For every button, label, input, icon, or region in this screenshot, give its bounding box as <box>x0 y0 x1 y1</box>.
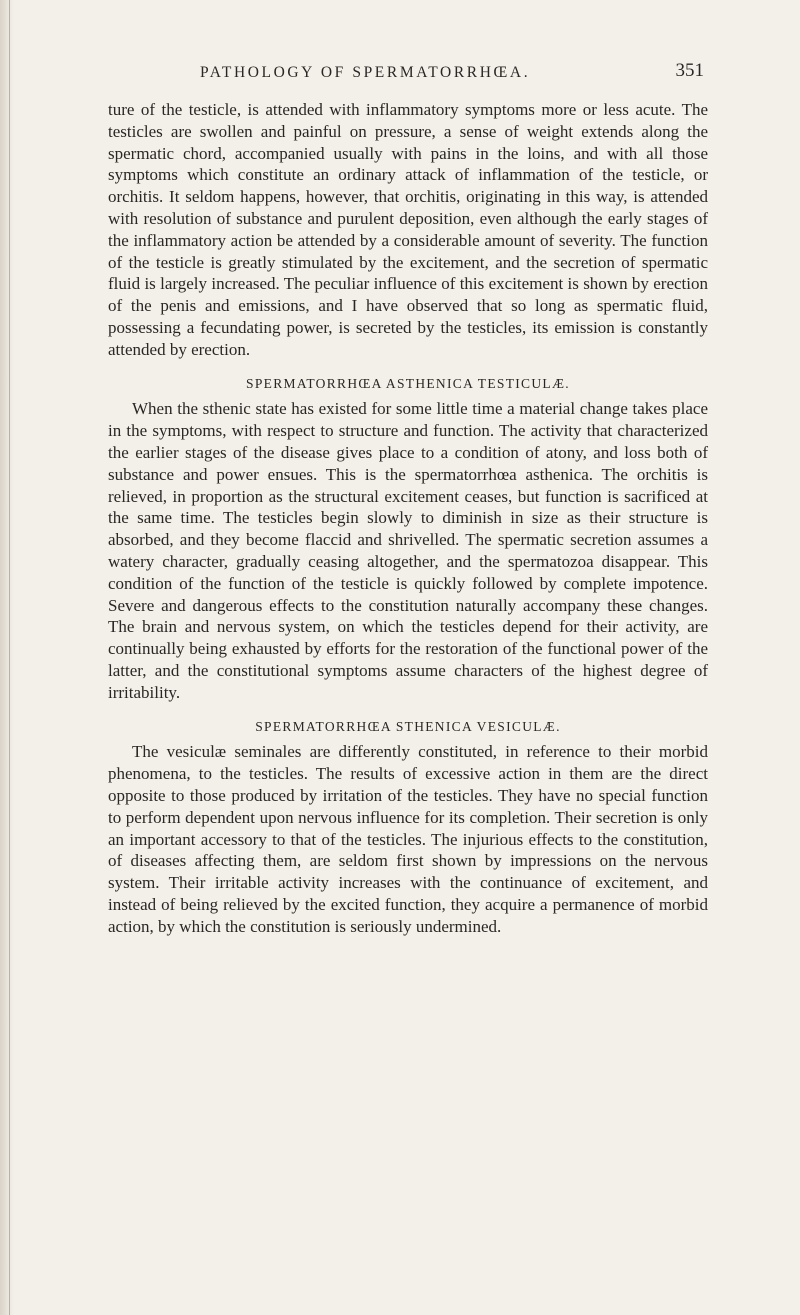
page-number: 351 <box>675 60 704 81</box>
page-body <box>108 99 708 937</box>
page-binding-edge <box>0 0 14 1315</box>
paragraph: The vesiculæ seminales are differently constituted, in reference to their morbid phenomena, to the testicles. The results of excessive action in them are the direct opposite to those produced by irritation of the testicles. They have no special function to perform dependent upon nervous influence for its completion. Their secretion is only an important accessory to that of the testicles. The injurious effects to the constitution, of diseases affecting them, are seldom first shown by impressions on the nervous system. Their irritable activity increases with the continuance of excitement, and instead of being relieved by the excited function, they acquire a permanence of morbid action, by which the constitution is seriously undermined. <box>108 742 708 936</box>
section-heading: SPERMATORRHŒA STHENICA VESICULÆ. <box>255 718 561 734</box>
paragraph: When the sthenic state has existed for some little time a material change takes place in the symptoms, with respect to structure and function. The activity that characterized the earlier stages of the disease gives place to a condition of atony, and loss both of substance and power ensues. This is the spermatorrhœa asthenica. The orchitis is relieved, in proportion as the structural excitement ceases, but function is sacrificed at the same time. The testicles begin slowly to diminish in size as their structure is absorbed, and they become flaccid and shrivelled. The spermatic secretion assumes a watery character, gradually ceasing altogether, and the spermatozoa disappear. This condition of the function of the testicle is quickly followed by complete impotence. Severe and dangerous effects to the constitution naturally accompany these changes. The brain and nervous system, on which the testicles depend for their activity, are continually being exhausted by efforts for the restoration of the functional power of the latter, and the constitutional symptoms assume characters of the highest degree of irritability. <box>108 399 708 702</box>
section-heading: SPERMATORRHŒA ASTHENICA TESTICULÆ. <box>246 375 570 391</box>
page-binding-line <box>9 0 10 1315</box>
paragraph: ture of the testicle, is attended with inflammatory symptoms more or less acute. The testicles are swollen and painful on pressure, a sense of weight extends along the spermatic chord, accompanied usually with pains in the loins, and with all those symptoms which constitute an ordinary attack of inflammation of the testicle, or orchitis. It seldom happens, however, that orchitis, originating in this way, is attended with resolution of substance and purulent deposition, even although the early stages of the inflammatory action be attended by a considerable amount of severity. The function of the testicle is greatly stimulated by the excitement, and the secretion of spermatic fluid is largely increased. The peculiar influence of this excitement is shown by erection of the penis and emissions, and I have observed that so long as spermatic fluid, possessing a fecundating power, is secreted by the testicles, its emission is constantly attended by erection. <box>108 100 708 359</box>
running-head: PATHOLOGY OF SPERMATORRHŒA. <box>200 64 531 81</box>
